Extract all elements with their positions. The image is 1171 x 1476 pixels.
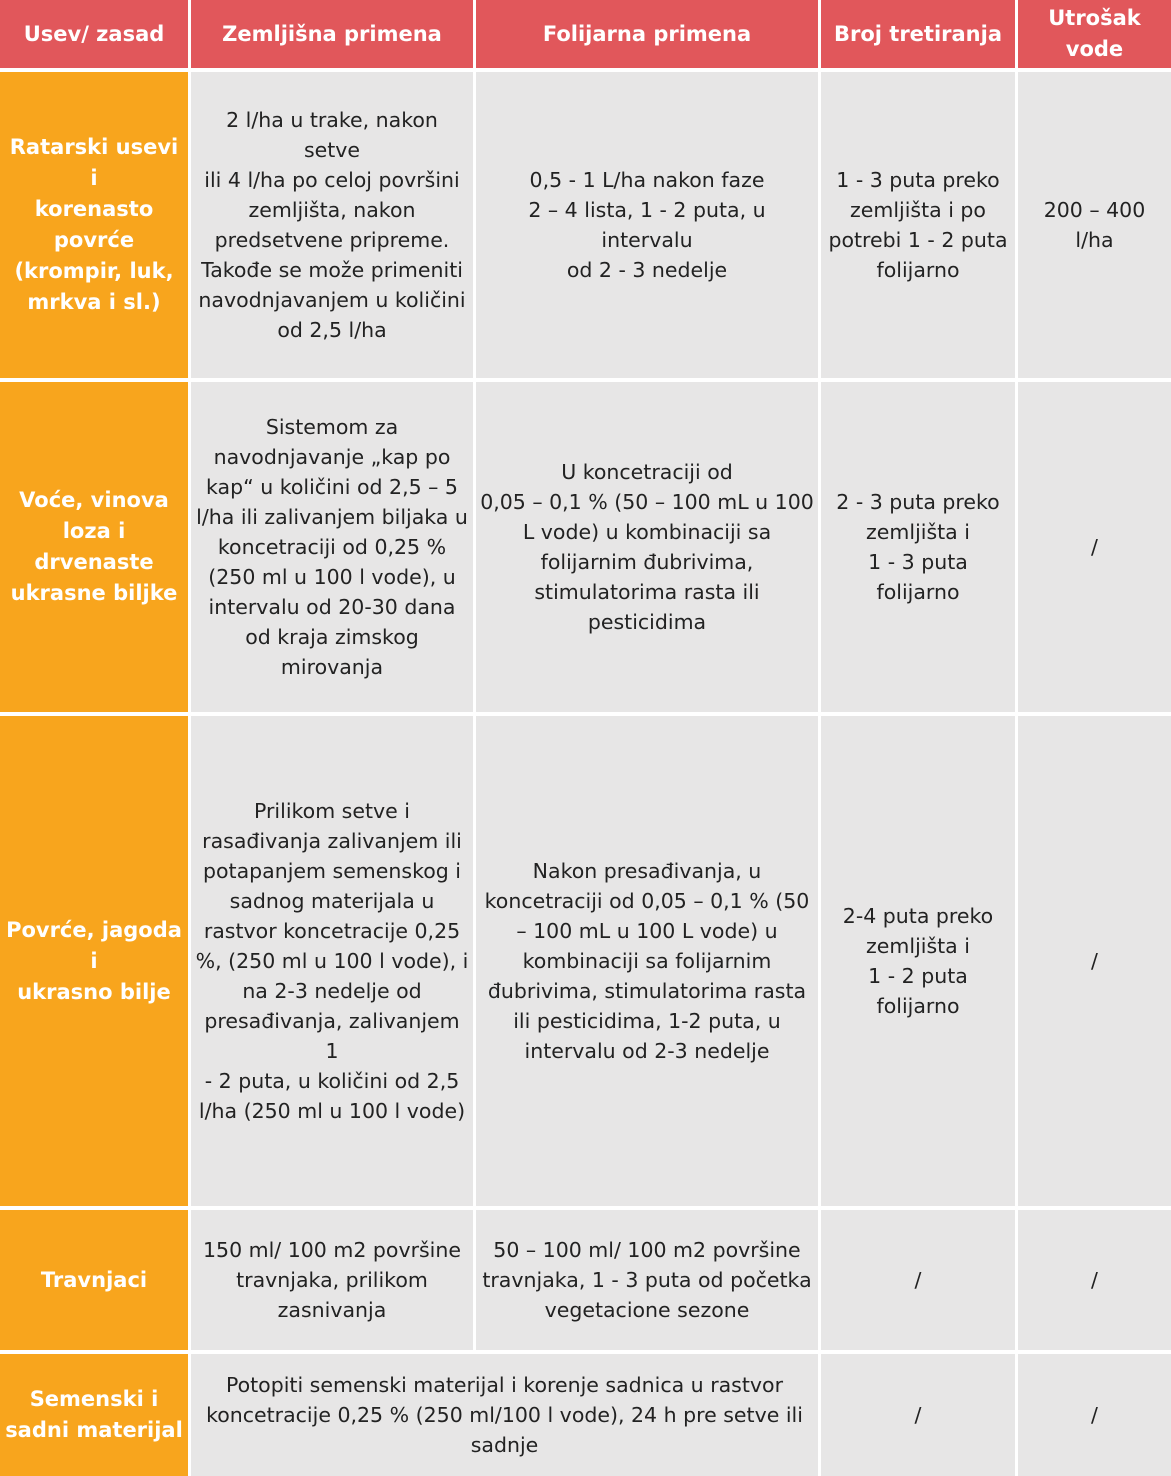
header-treatment-count: Broj tretiranja — [821, 0, 1015, 68]
cell-count-seed-material: / — [821, 1354, 1015, 1476]
cell-count-fruit-vines: 2 - 3 puta preko zemljišta i 1 - 3 puta folijarno — [821, 382, 1015, 712]
row-label-lawns: Travnjaci — [0, 1210, 188, 1350]
cell-water-field-crops: 200 – 400 l/ha — [1018, 72, 1171, 378]
header-soil-application: Zemljišna primena — [191, 0, 473, 68]
cell-count-vegetables-strawberry: 2-4 puta preko zemljišta i 1 - 2 puta folijarno — [821, 716, 1015, 1206]
cell-foliar-lawns: 50 – 100 ml/ 100 m2 površine travnjaka, 1 - 3 puta od početka vegetacione sezone — [476, 1210, 818, 1350]
cell-merged-seed-material: Potopiti semenski materijal i korenje sadnica u rastvor koncetracije 0,25 % (250 ml/100 l vode), 24 h pre setve ili sadnje — [191, 1354, 818, 1476]
row-label-seed-material: Semenski i sadni materijal — [0, 1354, 188, 1476]
header-water-usage: Utrošak vode — [1018, 0, 1171, 68]
cell-foliar-fruit-vines: U koncetraciji od 0,05 – 0,1 % (50 – 100 mL u 100 L vode) u kombinaciji sa folijarnim đubrivima, stimulatorima rasta ili pesticidima — [476, 382, 818, 712]
row-label-vegetables-strawberry: Povrće, jagoda i ukrasno bilje — [0, 716, 188, 1206]
header-crop: Usev/ zasad — [0, 0, 188, 68]
cell-soil-fruit-vines: Sistemom za navodnjavanje „kap po kap“ u količini od 2,5 – 5 l/ha ili zalivanjem biljaka u koncetraciji od 0,25 % (250 ml u 100 l vode), u intervalu od 20-30 dana od kraja zimskog mirovanja — [191, 382, 473, 712]
cell-soil-vegetables-strawberry: Prilikom setve i rasađivanja zalivanjem ili potapanjem semenskog i sadnog materijala u rastvor koncetracije 0,25 %, (250 ml u 100 l vode), i na 2-3 nedelje od presađivanja, zalivanjem 1 - 2 puta, u količini od 2,5 l/ha (250 ml u 100 l vode) — [191, 716, 473, 1206]
cell-count-lawns: / — [821, 1210, 1015, 1350]
cell-soil-field-crops: 2 l/ha u trake, nakon setve ili 4 l/ha po celoj površini zemljišta, nakon predsetvene pripreme. Takođe se može primeniti navodnjavanjem u količini od 2,5 l/ha — [191, 72, 473, 378]
row-label-fruit-vines: Voće, vinova loza i drvenaste ukrasne biljke — [0, 382, 188, 712]
header-foliar-application: Folijarna primena — [476, 0, 818, 68]
cell-foliar-field-crops: 0,5 - 1 L/ha nakon faze 2 – 4 lista, 1 - 2 puta, u intervalu od 2 - 3 nedelje — [476, 72, 818, 378]
cell-water-fruit-vines: / — [1018, 382, 1171, 712]
cell-foliar-vegetables-strawberry: Nakon presađivanja, u koncetraciji od 0,05 – 0,1 % (50 – 100 mL u 100 L vode) u kombinaciji sa folijarnim đubrivima, stimulatorima rasta ili pesticidima, 1-2 puta, u intervalu od 2-3 nedelje — [476, 716, 818, 1206]
cell-count-field-crops: 1 - 3 puta preko zemljišta i po potrebi 1 - 2 puta folijarno — [821, 72, 1015, 378]
cell-water-seed-material: / — [1018, 1354, 1171, 1476]
cell-water-vegetables-strawberry: / — [1018, 716, 1171, 1206]
cell-water-lawns: / — [1018, 1210, 1171, 1350]
row-label-field-crops: Ratarski usevi i korenasto povrće (krompir, luk, mrkva i sl.) — [0, 72, 188, 378]
cell-soil-lawns: 150 ml/ 100 m2 površine travnjaka, prilikom zasnivanja — [191, 1210, 473, 1350]
